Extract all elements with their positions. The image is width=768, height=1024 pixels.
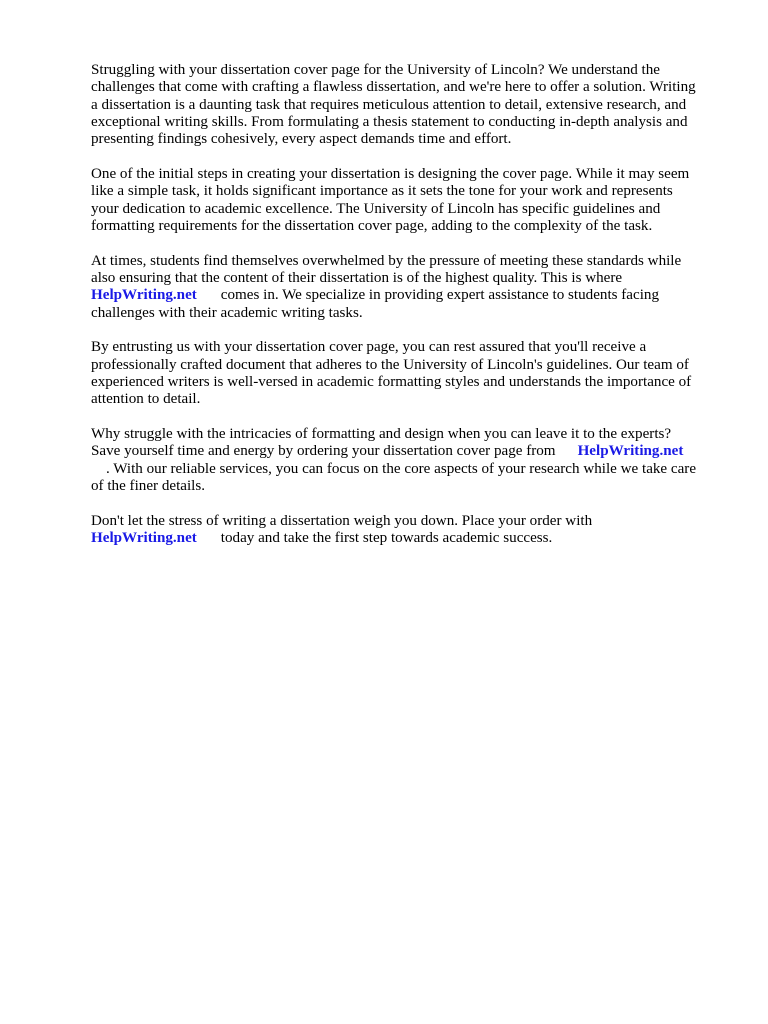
text-line: Struggling with your dissertation cover page for the University of Lincoln? We understand the — [91, 62, 660, 78]
text-segment: comes in. We specialize in providing expert assistance to students facing — [220, 287, 659, 304]
text-line: challenges with their academic writing tasks. — [91, 304, 363, 321]
text-line: One of the initial steps in creating your dissertation is designing the cover page. While it may seem — [91, 165, 690, 182]
text-line: also ensuring that the content of their dissertation is of the highest quality. This is where — [91, 269, 623, 286]
paragraph-overwhelmed — [91, 253, 726, 322]
paragraph-cover-page — [91, 166, 726, 235]
document-body — [91, 62, 726, 565]
text-line: of the finer details. — [91, 477, 205, 494]
text-line — [91, 530, 726, 547]
text-line: presenting findings cohesively, every aspect demands time and effort. — [91, 131, 512, 148]
text-line: like a simple task, it holds significant importance as it sets the tone for your work and represents — [91, 183, 673, 200]
text-line: By entrusting us with your dissertation cover page, you can rest assured that you'll receive a — [91, 339, 647, 356]
helpwriting-link[interactable]: HelpWriting.net — [577, 443, 684, 460]
text-line: a dissertation is a daunting task that requires meticulous attention to detail, extensive research, and — [91, 96, 687, 113]
text-line: At times, students find themselves overwhelmed by the pressure of meeting these standards while — [91, 252, 682, 269]
text-segment: today and take the first step towards academic success. — [220, 530, 553, 547]
text-line: experienced writers is well-versed in academic formatting styles and understands the importance of — [91, 373, 692, 390]
text-line — [91, 461, 726, 478]
helpwriting-link[interactable]: HelpWriting.net — [91, 530, 197, 547]
text-line: Don't let the stress of writing a dissertation weigh you down. Place your order with — [91, 512, 593, 529]
text-segment: Save yourself time and energy by ordering your dissertation cover page from — [91, 443, 556, 460]
text-segment: . With our reliable services, you can focus on the core aspects of your research while we take care — [106, 460, 697, 477]
text-line — [91, 443, 726, 460]
paragraph-call-to-action — [91, 513, 726, 548]
helpwriting-link[interactable]: HelpWriting.net — [91, 287, 197, 304]
text-line — [91, 287, 726, 304]
text-line: formatting requirements for the dissertation cover page, adding to the complexity of the task. — [91, 217, 653, 234]
paragraph-why-struggle — [91, 426, 726, 495]
text-line: attention to detail. — [91, 391, 201, 408]
text-line: professionally crafted document that adheres to the University of Lincoln's guidelines. Our team of — [91, 356, 689, 373]
text-line: challenges that come with crafting a flawless dissertation, and we're here to offer a solution. Writing — [91, 79, 696, 96]
text-line: Why struggle with the intricacies of formatting and design when you can leave it to the experts? — [91, 426, 672, 443]
paragraph-intro — [91, 62, 726, 148]
text-line: exceptional writing skills. From formulating a thesis statement to conducting in-depth analysis and — [91, 113, 688, 130]
text-line: your dedication to academic excellence. The University of Lincoln has specific guidelines and — [91, 200, 661, 217]
paragraph-entrusting — [91, 339, 726, 408]
